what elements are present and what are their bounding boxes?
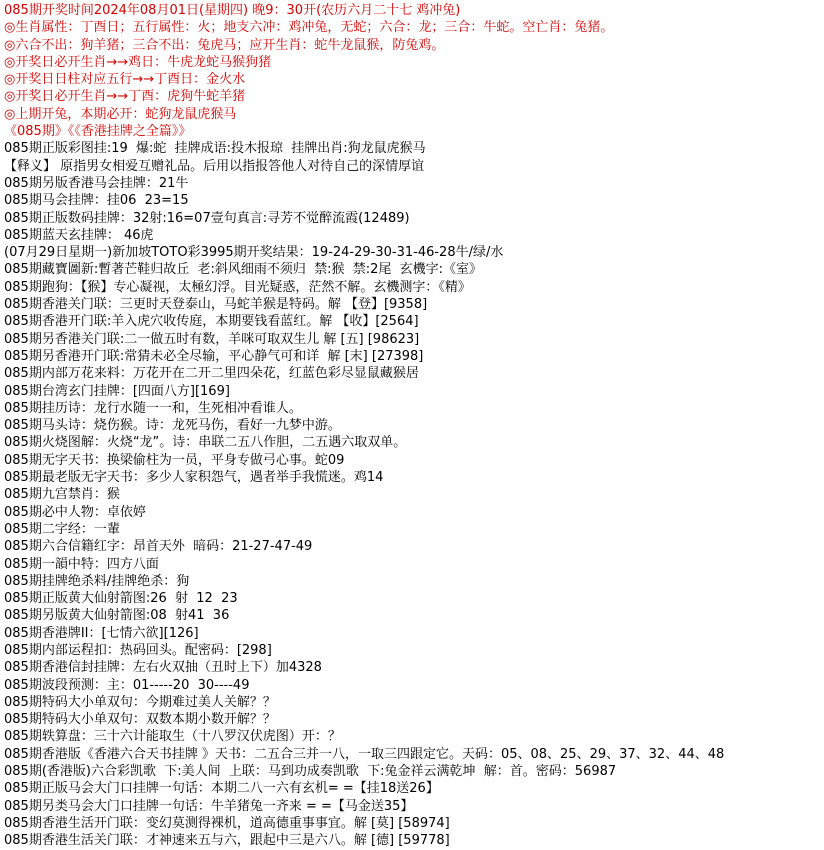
row-5: 085期正版数码挂牌：32射:16=07壹句真言:寻芳不觉醉流霞(12489) — [4, 210, 410, 226]
attribute-line-1: ◎生肖属性：丁酉日；五行属性：火；地支六冲：鸡冲兔，无蛇；六合：龙；三合：牛蛇。空亡肖：兔猪。 — [4, 20, 614, 36]
row-28: 085期另版黄大仙射箭图:08 射41 36 — [4, 608, 230, 624]
row-1: 085期正版彩图挂:19 爆:蛇 挂牌成语:投木报琼 挂牌出肖:狗龙鼠虎猴马 — [4, 141, 426, 157]
row-7: (07月29日星期一)新加坡TOTO彩3995期开奖结果：19-24-29-30-31-46-28牛/绿/水 — [4, 245, 504, 261]
row-23: 085期二字经：一輩 — [4, 521, 120, 537]
attribute-line-5: ◎开奖日必开生肖→→丁酉：虎狗牛蛇羊猪 — [4, 89, 246, 105]
attribute-line-6: ◎上期开兔，本期必开：蛇狗龙鼠虎猴马 — [4, 106, 237, 122]
open-time-header: 085期开奖时间2024年08月01日(星期四) 晚9：30开(农历六月二十七 鸡冲兔) — [4, 3, 461, 18]
row-15: 085期台湾玄门挂牌：[四面八方][169] — [4, 383, 230, 399]
row-41: 085期香港生活关门联：才神速来五与六，跟起中三是六八。解 [德] [59778] — [4, 833, 450, 849]
row-36: 085期香港版《香港六合天书挂牌 》天书：二五合三并一八，一取三四跟定它。天码：05、08、25、29、37、32、44、48 — [4, 746, 725, 762]
row-34: 085期特码大小单双句：双数本期小数开解？？ — [4, 712, 276, 728]
row-13: 085期另香港开门联:常猜未必全尽输，平心静气可和详 解 [末] [27398] — [4, 348, 424, 364]
row-25: 085期一韻中特：四方八面 — [4, 556, 159, 572]
row-27: 085期正版黄大仙射箭图:26 射 12 23 — [4, 591, 238, 607]
row-11: 085期香港开门联:羊入虎穴收传庭，本期要钱看蓝红。解 【收】[2564] — [4, 314, 419, 330]
row-38: 085期正版马会大门口挂牌一句话：本期二八一六有玄机= =【挂18送26】 — [4, 781, 439, 797]
attribute-line-2: ◎六合不出：狗羊猪；三合不出：兔虎马；应开生肖：蛇牛龙鼠猴，防兔鸡。 — [4, 37, 445, 53]
row-30: 085期内部运程扣：热码回头。配密码：[298] — [4, 642, 272, 658]
row-32: 085期波段预测：主：01-----20 30----49 — [4, 677, 250, 693]
row-31: 085期香港信封挂牌：左右火双抽（丑时上下）加4328 — [4, 660, 322, 676]
row-3: 085期另版香港马会挂牌：21牛 — [4, 175, 189, 191]
attribute-line-3: ◎开奖日必开生肖→→鸡日：牛虎龙蛇马猴狗猪 — [4, 54, 272, 70]
row-9: 085期跑狗：【猴】专心凝视，太極幻浮。目光疑惑，茫然不解。玄機测字：《精》 — [4, 279, 471, 295]
row-26: 085期挂牌绝杀料/挂牌绝杀：狗 — [4, 573, 190, 589]
row-10: 085期香港关门联：三更时天登泰山，马蛇羊猴是特码。解 【登】[9358] — [4, 297, 428, 313]
row-18: 085期火烧图解：火烧“龙”。诗：串联二五八作胆，二五遇六取双单。 — [4, 435, 407, 451]
row-35: 085期轶算盘：三十六计能取生（十八罗汉伏虎图）开：？ — [4, 729, 341, 745]
row-37: 085期(香港版)六合彩凯歌 下:美人间 上联：马到功成奏凯歌 下:兔金祥云满乾坤 解：首。密码：56987 — [4, 764, 617, 780]
row-40: 085期香港生活开门联：变幻莫测得裸机，道高德重事事宜。解 [莫] [58974] — [4, 815, 450, 831]
row-14: 085期内部万花来料：万花开在二开二里四朵花，红蓝色彩尽显鼠藏猴居 — [4, 366, 419, 382]
row-29: 085期香港牌II：[七情六欲][126] — [4, 625, 199, 641]
row-24: 085期六合信籍红字：昂首天外 暗码：21-27-47-49 — [4, 539, 313, 555]
row-33: 085期特码大小单双句：今期难过美人关解？？ — [4, 694, 276, 710]
row-20: 085期最老版无字天书：多少人家积怨气，遇者举手我慌迷。鸡14 — [4, 470, 384, 486]
row-39: 085期另类马会大门口挂牌一句话：牛羊猪兔一齐来 = =【马金送35】 — [4, 798, 414, 814]
row-16: 085期挂历诗：龙行水随一一和，生死相冲看谁人。 — [4, 400, 302, 416]
row-19: 085期无字天书：换梁偷柱为一员，平身专做弓心事。蛇09 — [4, 452, 345, 468]
row-6: 085期蓝天玄挂牌： 46虎 — [4, 227, 154, 243]
row-21: 085期九宫禁肖：猴 — [4, 487, 120, 503]
row-4: 085期马会挂牌：挂06 23=15 — [4, 193, 189, 209]
section-title: 《085期》《《香港挂牌之全篇》》 — [4, 124, 192, 140]
row-17: 085期马头诗：烧伤猴。诗：龙死马伤，看好一九梦中游。 — [4, 418, 341, 434]
row-22: 085期必中人物：卓依婷 — [4, 504, 146, 520]
attribute-line-4: ◎开奖日日柱对应五行→→丁酉日：金火水 — [4, 72, 246, 88]
row-12: 085期另香港关门联:二一做五时有数，羊咪可取双生儿 解 [五] [98623] — [4, 331, 420, 347]
row-2: 【释义】 原指男女相爱互赠礼品。后用以指报答他人对待自己的深情厚谊 — [4, 158, 425, 174]
row-8: 085期藏寶圖新:暫著芒鞋归故丘 老:斜风细雨不须归 禁:猴 禁:2尾 玄機字:《室》 — [4, 262, 483, 278]
